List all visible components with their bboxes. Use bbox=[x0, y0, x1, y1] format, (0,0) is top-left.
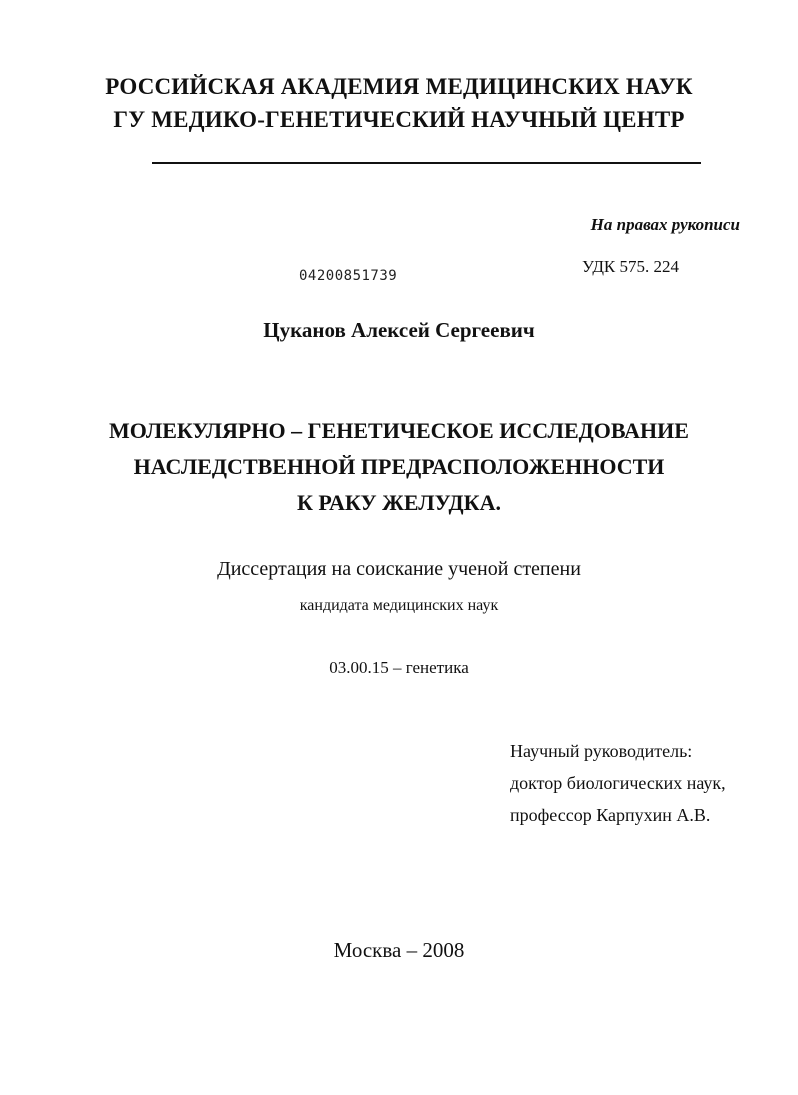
header-divider bbox=[152, 162, 701, 164]
manuscript-note: На правах рукописи bbox=[590, 215, 740, 234]
city-year: Москва – 2008 bbox=[333, 938, 465, 962]
archive-number-stamp: 04200851739 bbox=[299, 268, 398, 284]
supervisor-name: профессор Карпухин А.В. bbox=[510, 805, 711, 825]
specialty-code: 03.00.15 – генетика bbox=[329, 658, 469, 677]
thesis-title-line-2: НАСЛЕДСТВЕННОЙ ПРЕДРАСПОЛОЖЕННОСТИ bbox=[133, 454, 665, 479]
author-name: Цуканов Алексей Сергеевич bbox=[263, 318, 535, 342]
supervisor-label: Научный руководитель: bbox=[510, 741, 693, 761]
thesis-title-line-3: К РАКУ ЖЕЛУДКА. bbox=[296, 490, 502, 515]
udc-code: УДК 575. 224 bbox=[582, 257, 680, 276]
organization-line-2: ГУ МЕДИКО-ГЕНЕТИЧЕСКИЙ НАУЧНЫЙ ЦЕНТР bbox=[113, 107, 685, 132]
dissertation-statement: Диссертация на соискание ученой степени bbox=[217, 558, 581, 580]
thesis-title-line-1: МОЛЕКУЛЯРНО – ГЕНЕТИЧЕСКОЕ ИССЛЕДОВАНИЕ bbox=[109, 418, 689, 443]
academic-degree: кандидата медицинских наук bbox=[299, 597, 499, 614]
organization-line-1: РОССИЙСКАЯ АКАДЕМИЯ МЕДИЦИНСКИХ НАУК bbox=[105, 74, 693, 99]
supervisor-degree: доктор биологических наук, bbox=[510, 773, 726, 793]
